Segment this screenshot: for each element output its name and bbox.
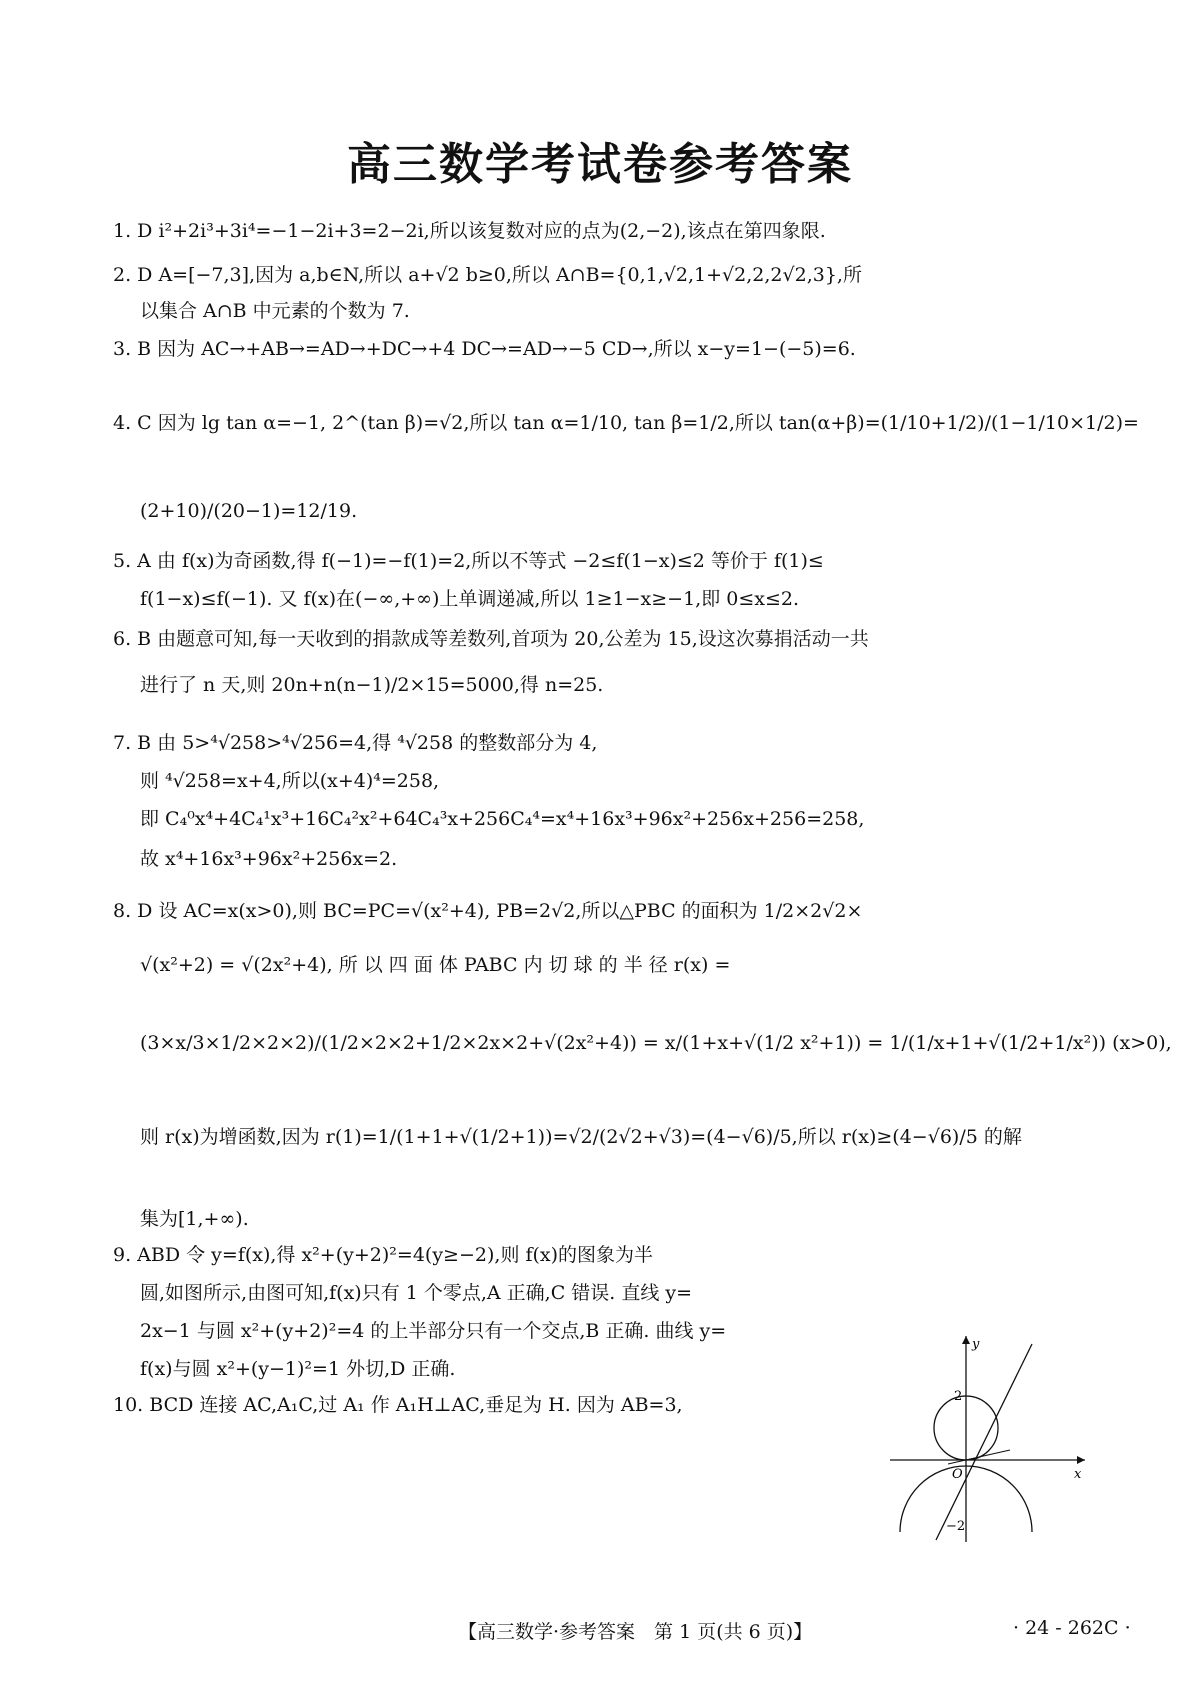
footer-code: · 24 - 262C · bbox=[1013, 1617, 1131, 1639]
semicircle-figure bbox=[890, 1332, 1090, 1542]
answer-line: 故 x⁴+16x³+96x²+256x=2. bbox=[140, 848, 398, 870]
answer-line: 2. D A=[−7,3],因为 a,b∈N,所以 a+√2 b≥0,所以 A∩B={0,1,√2,1+√2,2,2√2,3},所 bbox=[113, 264, 862, 286]
x-axis-arrow bbox=[1077, 1456, 1085, 1464]
answer-line: 则 r(x)为增函数,因为 r(1)=1/(1+1+√(1/2+1))=√2/(2√2+√3)=(4−√6)/5,所以 r(x)≥(4−√6)/5 的解 bbox=[140, 1126, 1022, 1148]
answer-line: √(x²+2) = √(2x²+4), 所 以 四 面 体 PABC 内 切 球 的 半 径 r(x) = bbox=[140, 954, 731, 976]
x-axis-label: x bbox=[1074, 1467, 1082, 1482]
answer-line: 3. B 因为 AC→+AB→=AD→+DC→+4 DC→=AD→−5 CD→,所以 x−y=1−(−5)=6. bbox=[113, 338, 856, 360]
tick-label-2: 2 bbox=[954, 1389, 963, 1404]
answer-line: 2x−1 与圆 x²+(y+2)²=4 的上半部分只有一个交点,B 正确. 曲线 y= bbox=[140, 1320, 727, 1342]
answer-line: 8. D 设 AC=x(x>0),则 BC=PC=√(x²+4), PB=2√2,所以△PBC 的面积为 1/2×2√2× bbox=[113, 900, 863, 922]
answer-line: (2+10)/(20−1)=12/19. bbox=[140, 500, 358, 522]
y-axis-label: y bbox=[972, 1337, 980, 1352]
answer-line: 4. C 因为 lg tan α=−1, 2^(tan β)=√2,所以 tan α=1/10, tan β=1/2,所以 tan(α+β)=(1/10+1/2)/(1−1/10×1/2)= bbox=[113, 412, 1139, 434]
answer-line: f(1−x)≤f(−1). 又 f(x)在(−∞,+∞)上单调递减,所以 1≥1−x≥−1,即 0≤x≤2. bbox=[140, 588, 800, 610]
answer-line: 则 ⁴√258=x+4,所以(x+4)⁴=258, bbox=[140, 770, 440, 792]
answer-line: 9. ABD 令 y=f(x),得 x²+(y+2)²=4(y≥−2),则 f(x)的图象为半 bbox=[113, 1244, 654, 1266]
answer-line: 1. D i²+2i³+3i⁴=−1−2i+3=2−2i,所以该复数对应的点为(2,−2),该点在第四象限. bbox=[113, 220, 826, 242]
answer-line: (3×x/3×1/2×2×2)/(1/2×2×2+1/2×2x×2+√(2x²+4)) = x/(1+x+√(1/2 x²+1)) = 1/(1/x+1+√(1/2+1/x²)) (x>0), bbox=[140, 1032, 1172, 1054]
answer-line: 5. A 由 f(x)为奇函数,得 f(−1)=−f(1)=2,所以不等式 −2≤f(1−x)≤2 等价于 f(1)≤ bbox=[113, 550, 824, 572]
footer-page-info: 【高三数学·参考答案 第 1 页(共 6 页)】 bbox=[458, 1621, 813, 1643]
answer-line: 10. BCD 连接 AC,A₁C,过 A₁ 作 A₁H⊥AC,垂足为 H. 因为 AB=3, bbox=[113, 1394, 683, 1416]
answer-line: 7. B 由 5>⁴√258>⁴√256=4,得 ⁴√258 的整数部分为 4, bbox=[113, 732, 598, 754]
origin-label: O bbox=[952, 1467, 963, 1482]
answer-line: 集为[1,+∞). bbox=[140, 1208, 249, 1230]
answer-line: 以集合 A∩B 中元素的个数为 7. bbox=[140, 300, 410, 322]
line-2x-minus-1 bbox=[936, 1344, 1032, 1540]
y-axis-arrow bbox=[962, 1336, 970, 1344]
tick-label-neg2: −2 bbox=[946, 1519, 966, 1534]
answer-line: f(x)与圆 x²+(y−1)²=1 外切,D 正确. bbox=[140, 1358, 456, 1380]
answer-line: 进行了 n 天,则 20n+n(n−1)/2×15=5000,得 n=25. bbox=[140, 674, 604, 696]
answer-line: 圆,如图所示,由图可知,f(x)只有 1 个零点,A 正确,C 错误. 直线 y= bbox=[140, 1282, 693, 1304]
answer-line: 即 C₄⁰x⁴+4C₄¹x³+16C₄²x²+64C₄³x+256C₄⁴=x⁴+16x³+96x²+256x+256=258, bbox=[140, 808, 865, 830]
answer-line: 6. B 由题意可知,每一天收到的捐款成等差数列,首项为 20,公差为 15,设这次募捐活动一共 bbox=[113, 628, 869, 650]
page-title: 高三数学考试卷参考答案 bbox=[347, 139, 853, 190]
